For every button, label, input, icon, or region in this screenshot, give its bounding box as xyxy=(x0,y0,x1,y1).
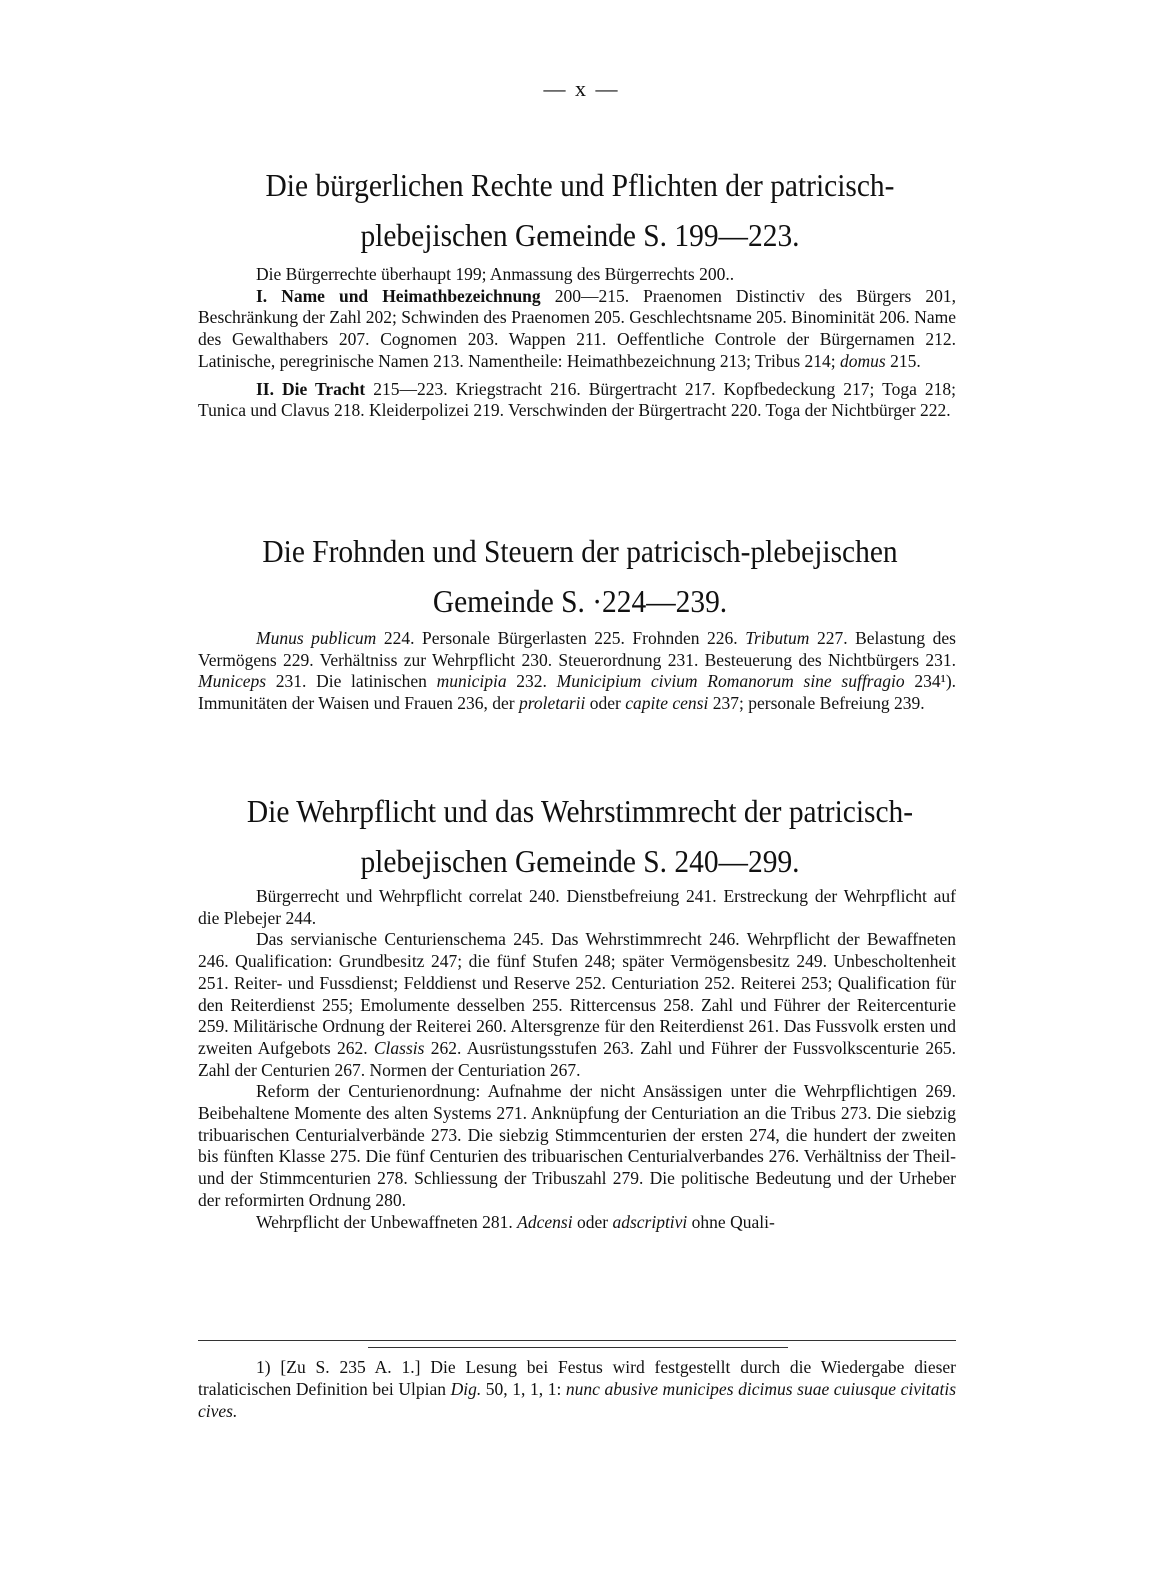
section-heading-civil-rights xyxy=(184,160,975,260)
paragraph: Bürgerrecht und Wehrpflicht correlat 240. Dienstbefreiung 241. Erstreckung der Wehrpflicht auf die Plebejer 244. xyxy=(198,886,956,928)
section-body-civil-rights xyxy=(198,264,956,422)
paragraph: II. Die Tracht 215—223. Kriegstracht 216. Bürgertracht 217. Kopfbedeckung 217; Toga 218; Tunica und Clavus 218. Kleiderpolizei 219. Verschwinden der Bürgertracht 220. Toga der Nichtbürger 222. xyxy=(198,378,956,421)
footnote-divider xyxy=(198,1340,956,1341)
footnote-divider-short xyxy=(368,1347,788,1348)
page-number: — x — xyxy=(543,76,620,101)
heading-line: Die Wehrpflicht und das Wehrstimmrecht der patricisch- xyxy=(246,793,914,829)
section-body-taxes xyxy=(198,628,956,715)
paragraph: Das servianische Centurienschema 245. Das Wehrstimmrecht 246. Wehrpflicht der Bewaffneten 246. Qualification: Grundbesitz 247; die fünf Stufen 248; später Vermögensbesitz 249. Unbescholtenheit 251. Reiter- und Fussdienst; Felddienst und Reserve 252. Centuriation 252. Reiterei 253; Qualification für den Reiterdienst 255; Emolumente desselben 255. Rittercensus 258. Zahl und Führer der Reitercenturie 259. Militärische Ordnung der Reiterei 260. Altersgrenze für den Reiterdienst 261. Das Fussvolk ersten und zweiten Aufgebots 262. Classis 262. Ausrüstungsstufen 263. Zahl und Führer der Fussvolkscenturie 265. Zahl der Centurien 267. Normen der Centuriation 267. xyxy=(198,929,956,1080)
subsection-label: I. Name und Heimathbezeichnung xyxy=(256,285,541,306)
section-heading-taxes xyxy=(184,526,975,626)
heading-line: plebejischen Gemeinde S. 199—223. xyxy=(360,217,800,253)
paragraph: Reform der Centurienordnung: Aufnahme der nicht Ansässigen unter die Wehrpflichtigen 269. Beibehaltene Momente des alten Systems 271. Anknüpfung der Centuriation an die Tribus 273. Die siebzig tribuarischen Centurialverbände 273. Die siebzig Stimmcenturien der ersten 274, die hundert der zweiten bis fünften Klasse 275. Die fünf Centurien des tribuarischen Centurialverbandes 276. Verhältniss der Theil- und der Stimmcenturien 278. Schliessung der Tribuszahl 279. Die politische Bedeutung und der Urheber der reformirten Ordnung 280. xyxy=(198,1081,956,1210)
paragraph: Wehrpflicht der Unbewaffneten 281. Adcensi oder adscriptivi ohne Quali- xyxy=(256,1211,775,1232)
heading-line: Die bürgerlichen Rechte und Pflichten der patricisch- xyxy=(265,167,895,203)
section-body-military-duty xyxy=(198,886,956,1233)
heading-line: plebejischen Gemeinde S. 240—299. xyxy=(360,843,800,879)
paragraph: Munus publicum 224. Personale Bürgerlasten 225. Frohnden 226. Tributum 227. Belastung des Vermögens 229. Verhältniss zur Wehrpflicht 230. Steuerordnung 231. Besteuerung des Nichtbürgers 231. Municeps 231. Die latinischen municipia 232. Municipium civium Romanorum sine suffragio 234¹). Immunitäten der Waisen und Frauen 236, der proletarii oder capite censi 237; personale Befreiung 239. xyxy=(198,628,957,714)
subsection-label: II. Die Tracht xyxy=(256,378,366,399)
paragraph: Die Bürgerrechte überhaupt 199; Anmassung des Bürgerrechts 200.. xyxy=(256,264,735,284)
heading-line: Die Frohnden und Steuern der patricisch-plebejischen xyxy=(262,533,898,569)
paragraph: I. Name und Heimathbezeichnung 200—215. Praenomen Distinctiv des Bürgers 201, Beschränkung der Zahl 202; Schwinden des Praenomen 205. Geschlechtsname 205. Binominität 206. Name des Gewalthabers 207. Cognomen 203. Wappen 211. Oeffentliche Controle der Bürgernamen 212. Latinische, peregrinische Namen 213. Namentheile: Heimathbezeichnung 213; Tribus 214; domus 215. xyxy=(198,285,956,371)
heading-line: Gemeinde S. ·224—239. xyxy=(432,583,728,619)
footnote-text: 1) [Zu S. 235 A. 1.] Die Lesung bei Festus wird festgestellt durch die Wiedergabe dieser tralaticischen Definition bei Ulpian Dig. 50, 1, 1, 1: nunc abusive municipes dicimus suae cuiusque civitatis cives. xyxy=(198,1357,956,1421)
footnote xyxy=(198,1356,956,1422)
section-heading-military-duty xyxy=(184,786,975,886)
